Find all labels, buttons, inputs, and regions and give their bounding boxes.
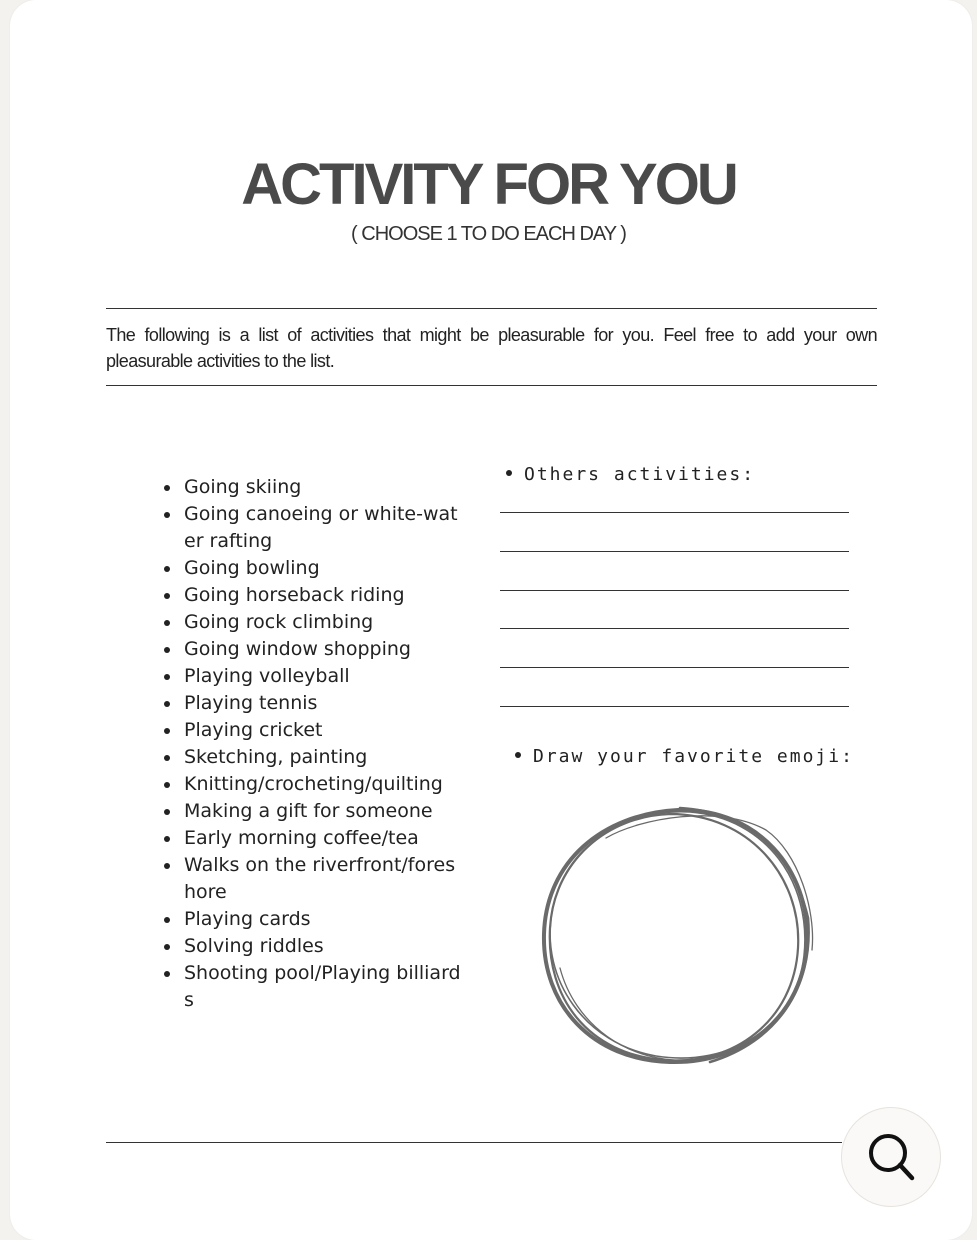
list-item: Going canoeing or white-water rafting xyxy=(164,501,464,555)
list-item: Going horseback riding xyxy=(164,582,464,609)
write-in-line-4[interactable] xyxy=(500,628,849,629)
others-activities-heading xyxy=(506,463,755,487)
list-item: Playing cards xyxy=(164,906,464,933)
divider-bottom xyxy=(106,1142,842,1143)
list-item: Early morning coffee/tea xyxy=(164,825,464,852)
bullet-dot xyxy=(506,470,512,476)
write-in-line-6[interactable] xyxy=(500,706,849,707)
page-title: ACTIVITY FOR YOU xyxy=(241,152,736,217)
others-activities-label: Others activities: xyxy=(524,464,756,485)
write-in-line-5[interactable] xyxy=(500,667,849,668)
list-item: Playing tennis xyxy=(164,690,464,717)
list-item: Going rock climbing xyxy=(164,609,464,636)
emoji-heading xyxy=(515,745,854,769)
write-in-line-1[interactable] xyxy=(500,512,849,513)
list-item: Going bowling xyxy=(164,555,464,582)
emoji-label: Draw your favorite emoji: xyxy=(533,746,854,767)
list-item: Making a gift for someone xyxy=(164,798,464,825)
list-item: Knitting/crocheting/quilting xyxy=(164,771,464,798)
list-item: Playing volleyball xyxy=(164,663,464,690)
divider-top xyxy=(106,308,877,309)
list-item: Shooting pool/Playing billiards xyxy=(164,960,464,1014)
intro-text: The following is a list of activities that might be pleasurable for you. Feel free to add your own pleasurable activities to the list. xyxy=(106,325,877,371)
search-button[interactable] xyxy=(841,1107,941,1207)
list-item: Sketching, painting xyxy=(164,744,464,771)
list-item: Walks on the riverfront/foreshore xyxy=(164,852,464,906)
list-item: Solving riddles xyxy=(164,933,464,960)
list-item: Going skiing xyxy=(164,474,464,501)
page-subtitle: ( CHOOSE 1 TO DO EACH DAY ) xyxy=(351,223,626,245)
write-in-line-2[interactable] xyxy=(500,551,849,552)
search-icon xyxy=(866,1132,918,1184)
write-in-line-3[interactable] xyxy=(500,590,849,591)
list-item: Going window shopping xyxy=(164,636,464,663)
emoji-drawing-circle[interactable] xyxy=(530,800,820,1075)
activity-list xyxy=(164,474,464,1014)
bullet-dot xyxy=(515,752,521,758)
divider-intro xyxy=(106,385,877,386)
list-item: Playing cricket xyxy=(164,717,464,744)
